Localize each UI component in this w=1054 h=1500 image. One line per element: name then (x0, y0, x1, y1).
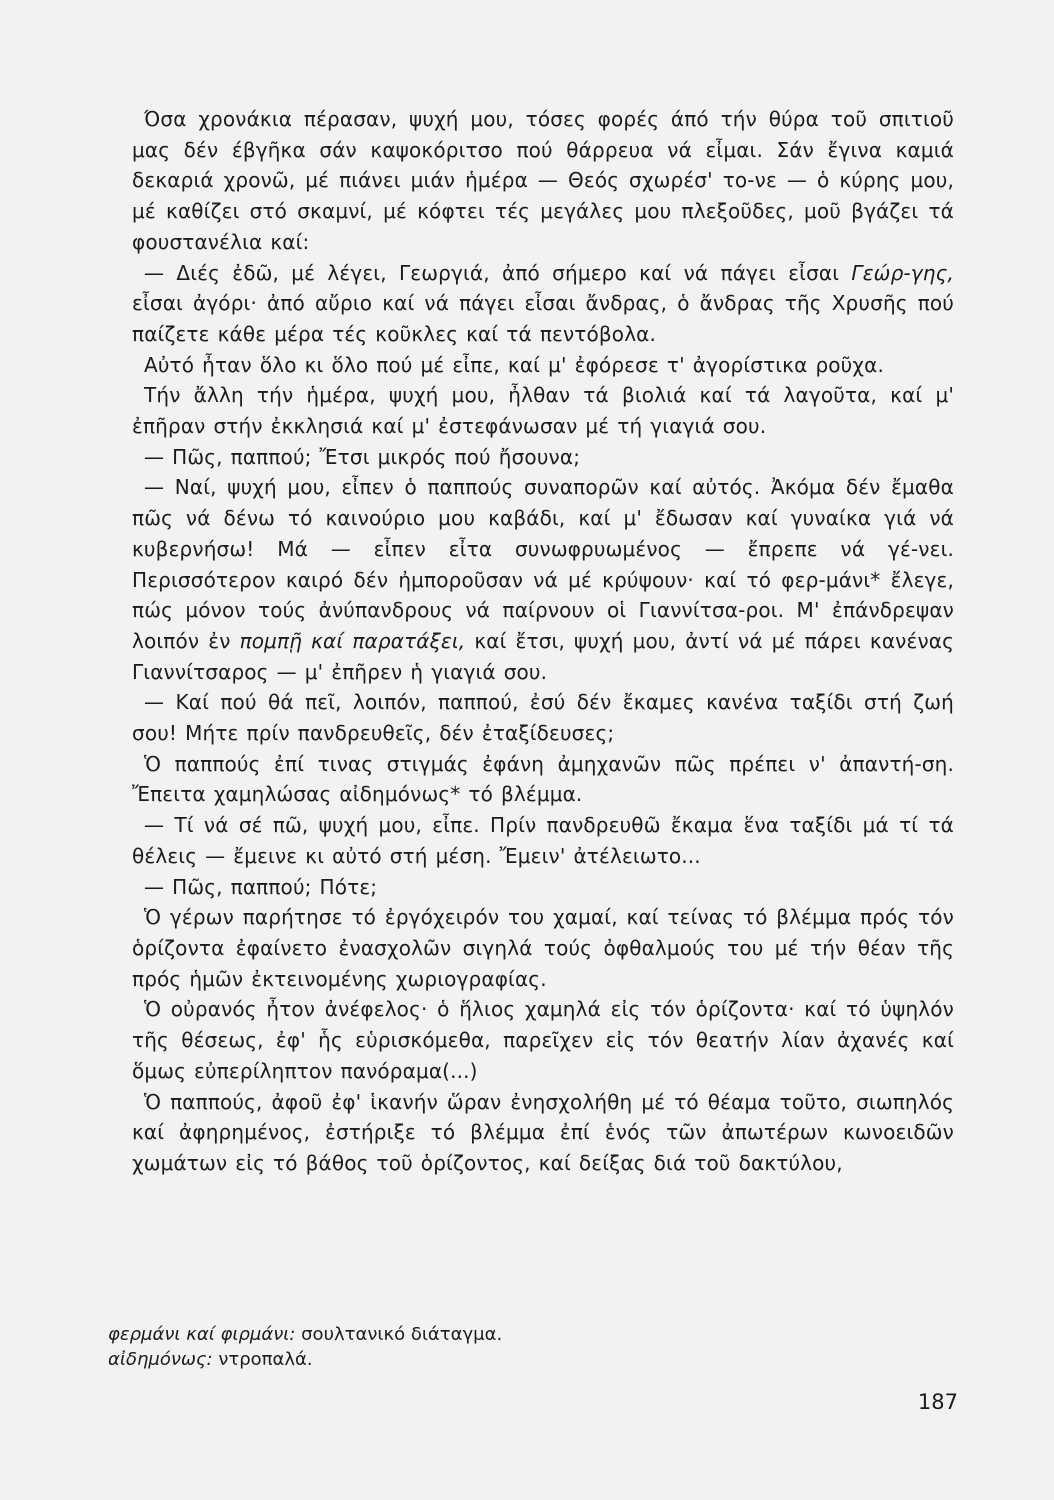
footnote-2: αἰδημόνως: ντροπαλά. (108, 1349, 313, 1370)
paragraph-10: — Πῶς, παππού; Πότε; (144, 874, 378, 899)
emphasis-pompi: πομπῇ καί παρατάξει, (239, 628, 466, 653)
paragraph-6: — Ναί, ψυχή μου, εἶπεν ὁ παππούς συναπορῶν καί αὐτός. Ἀκόμα δέν ἔμαθα πῶς νά δένω τό καινούριο μου καβάδι, καί μ' ἔδωσαν καί γυναίκα γιά νά κυβερνήσω! Μά — εἶπεν εἶτα συνωφρυωμένος — ἔπρεπε νά γέ-νει. Περισσότερον καιρό δέν ἠμποροῦσαν νά μέ κρύψουν· καί τό φερ-μάνι* ἔλεγε, πώς μόνον τούς ἀνύπανδρους νά παίρνουν οἱ Γιαννίτσα-ροι. Μ' ἐπάνδρεψαν λοιπόν ἐν πομπῇ καί παρατάξει, καί ἔτσι, ψυχή μου, ἀντί νά μέ πάρει κανένας Γιαννίτσαρος — μ' ἐπῆρεν ἡ γιαγιά σου. (132, 475, 954, 684)
paragraph-3: Αὐτό ἦταν ὅλο κι ὅλο πού μέ εἶπε, καί μ' ἐφόρεσε τ' ἀγορίστικα ροῦχα. (144, 352, 884, 377)
paragraph-5: — Πῶς, παππού; Ἔτσι μικρός πού ἤσουνα; (144, 444, 581, 469)
paragraph-8: Ὁ παππούς ἐπί τινας στιγμάς ἐφάνη ἀμηχανῶν πῶς πρέπει ν' ἀπαντή-ση. Ἔπειτα χαμηλώσας αἰδημόνως* τό βλέμμα. (132, 751, 954, 807)
paragraph-9: — Τί νά σέ πῶ, ψυχή μου, εἶπε. Πρίν πανδρευθῶ ἔκαμα ἕνα ταξίδι μά τί τά θέλεις — ἔμεινε κι αὐτό στή μέση. Ἔμειν' ἀτέλειωτο... (132, 813, 954, 868)
footnote-1: φερμάνι καί φιρμάνι: σουλτανικό διάταγμα. (108, 1324, 503, 1345)
footnotes (108, 1322, 808, 1372)
paragraph-7: — Καί πού θά πεῖ, λοιπόν, παππού, ἐσύ δέν ἔκαμες κανένα ταξίδι στή ζωή σου! Μήτε πρίν πανδρευθεῖς, δέν ἐταξίδευσες; (132, 690, 954, 746)
paragraph-2: — Διές ἐδῶ, μέ λέγει, Γεωργιά, ἀπό σήμερο καί νά πάγει εἶσαι Γεώρ-γης, εἶσαι ἀγόρι· ἀπό αὔριο καί νά πάγει εἶσαι ἄνδρας, ὁ ἄνδρας τῆς Χρυσῆς πού παίζετε κάθε μέρα τές κοῦκλες καί τά πεντόβολα. (132, 260, 954, 346)
emphasis-georgis: Γεώρ-γης, (851, 260, 954, 285)
paragraph-1: Όσα χρονάκια πέρασαν, ψυχή μου, τόσες φορές άπό τήν θύρα τοῦ σπιτιοῦ μας δέν έβγῆκα σάν καψοκόριτσο πού θάρρευα νά εἶμαι. Σάν ἔγινα καμιά δεκαριά χρονῶ, μέ πιάνει μιάν ἡμέρα — Θεός σχωρέσ' το-νε — ὁ κύρης μου, μέ καθίζει στό σκαμνί, μέ κόφτει τές μεγάλες μου πλεξοῦδες, μοῦ βγάζει τά φουστανέλια καί: (132, 107, 954, 254)
page-number: 187 (917, 1390, 958, 1414)
paragraph-4: Τήν ἄλλη τήν ἡμέρα, ψυχή μου, ἦλθαν τά βιολιά καί τά λαγοῦτα, καί μ' ἐπῆραν στήν ἐκκλησιά καί μ' ἐστεφάνωσαν μέ τή γιαγιά σου. (132, 383, 954, 439)
paragraph-12: Ὁ οὐρανός ἦτον ἀνέφελος· ὁ ἥλιος χαμηλά εἰς τόν ὁρίζοντα· καί τό ὑψηλόν τῆς θέσεως, ἐφ' ἧς εὑρισκόμεθα, παρεῖχεν εἰς τόν θεατήν λίαν ἀχανές καί ὅμως εὐπερίληπτον πανόραμα(...) (132, 997, 954, 1083)
paragraph-13: Ὁ παππούς, ἀφοῦ ἐφ' ἱκανήν ὥραν ἐνησχολήθη μέ τό θέαμα τοῦτο, σιωπηλός καί ἀφηρημένος, ἐστήριξε τό βλέμμα ἐπί ἑνός τῶν ἀπωτέρων κωνοειδῶν χωμάτων εἰς τό βάθος τοῦ ὁρίζοντος, καί δείξας διά τοῦ δακτύλου, (132, 1089, 954, 1175)
body-text (132, 104, 954, 1179)
paragraph-11: Ὁ γέρων παρήτησε τό ἐργόχειρόν του χαμαί, καί τείνας τό βλέμμα πρός τόν ὁρίζοντα ἐφαίνετο ἐνασχολῶν σιγηλά τούς ὀφθαλμούς του μέ τήν θέαν τῆς πρός ἡμῶν ἐκτεινομένης χωριογραφίας. (132, 905, 954, 991)
